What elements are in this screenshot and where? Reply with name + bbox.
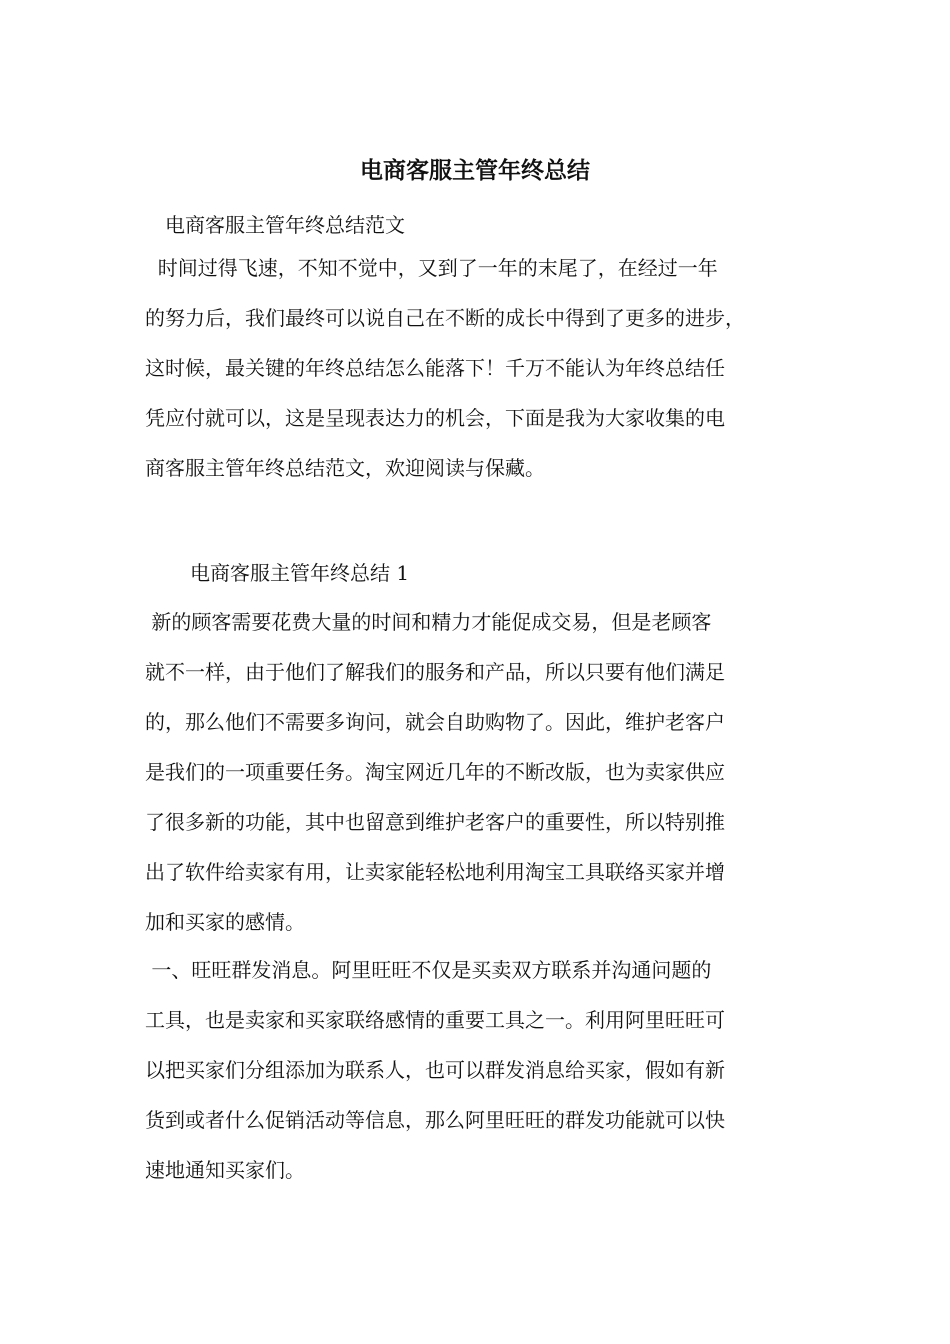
- item-line: 一、旺旺群发消息。阿里旺旺不仅是买卖双方联系并沟通问题的: [145, 958, 712, 982]
- body-line: 了很多新的功能，其中也留意到维护老客户的重要性，所以特别推: [145, 810, 725, 834]
- item-paragraph: [145, 945, 815, 1195]
- body-line: 加和买家的感情。: [145, 910, 305, 934]
- body-line: 新的顾客需要花费大量的时间和精力才能促成交易，但是老顾客: [145, 610, 712, 634]
- document-subtitle: 电商客服主管年终总结范文: [165, 213, 405, 237]
- intro-line: 凭应付就可以，这是呈现表达力的机会，下面是我为大家收集的电: [145, 406, 725, 430]
- body-line: 是我们的一项重要任务。淘宝网近几年的不断改版，也为卖家供应: [145, 760, 725, 784]
- body-line: 就不一样，由于他们了解我们的服务和产品，所以只要有他们满足: [145, 660, 725, 684]
- item-line: 工具，也是卖家和买家联络感情的重要工具之一。利用阿里旺旺可: [145, 1008, 725, 1032]
- intro-paragraph: [145, 243, 815, 493]
- item-line: 货到或者什么促销活动等信息，那么阿里旺旺的群发功能就可以快: [145, 1108, 725, 1132]
- intro-line: 这时候，最关键的年终总结怎么能落下！千万不能认为年终总结任: [145, 356, 725, 380]
- body-line: 的，那么他们不需要多询问，就会自助购物了。因此，维护老客户: [145, 710, 725, 734]
- body-line: 出了软件给卖家有用，让卖家能轻松地利用淘宝工具联络买家并增: [145, 860, 725, 884]
- intro-line: 的努力后，我们最终可以说自己在不断的成长中得到了更多的进步，: [145, 306, 745, 330]
- item-line: 以把买家们分组添加为联系人，也可以群发消息给买家，假如有新: [145, 1058, 725, 1082]
- body-paragraph: [145, 597, 815, 947]
- intro-line: 商客服主管年终总结范文，欢迎阅读与保藏。: [145, 456, 545, 480]
- section-heading: 电商客服主管年终总结 1: [190, 561, 410, 585]
- item-line: 速地通知买家们。: [145, 1158, 305, 1182]
- document-title: 电商客服主管年终总结: [360, 157, 590, 184]
- intro-line: 时间过得飞速，不知不觉中，又到了一年的末尾了，在经过一年: [145, 256, 718, 280]
